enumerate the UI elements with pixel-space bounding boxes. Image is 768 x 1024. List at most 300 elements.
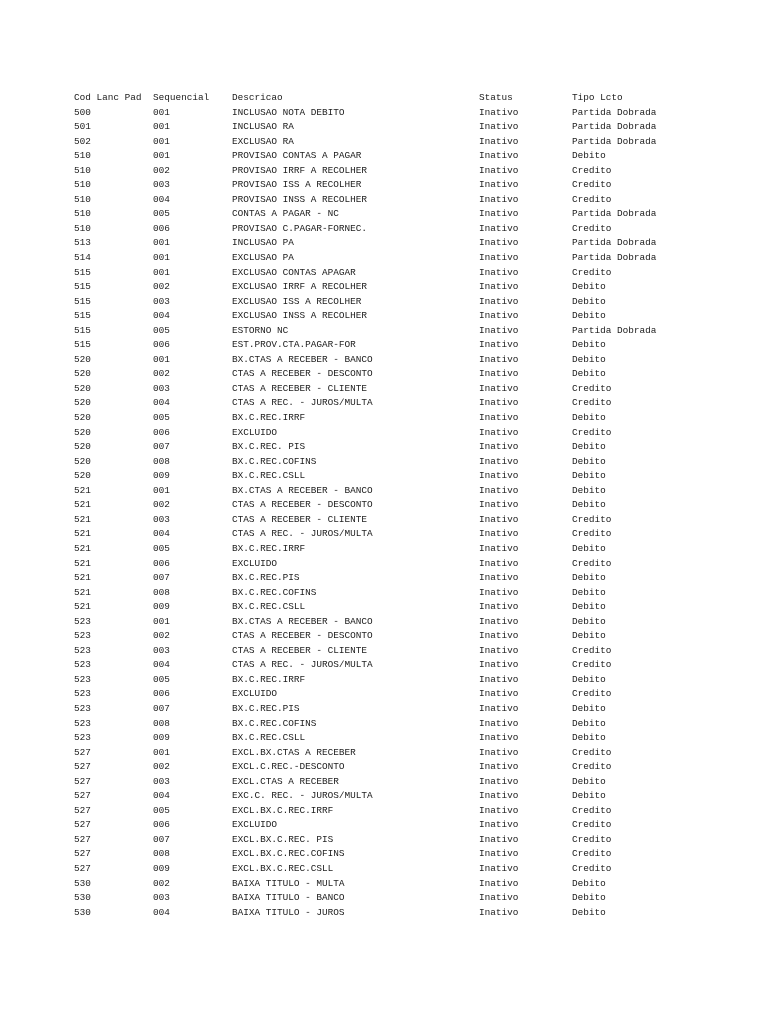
cell-tipo-lcto: Credito [572, 833, 612, 845]
cell-sequencial: 009 [153, 862, 170, 874]
table-row [74, 629, 754, 644]
cell-descricao: BX.C.REC. PIS [232, 441, 306, 453]
cell-cod-lanc-pad: 520 [74, 368, 91, 380]
cell-status: Inativo [479, 542, 519, 554]
table-row [74, 353, 754, 368]
cell-cod-lanc-pad: 521 [74, 572, 91, 584]
table-row [74, 251, 754, 266]
cell-cod-lanc-pad: 527 [74, 848, 91, 860]
table-row [74, 222, 754, 237]
cell-cod-lanc-pad: 514 [74, 252, 91, 264]
header-descricao: Descricao [232, 92, 283, 103]
cell-tipo-lcto: Debito [572, 499, 606, 511]
cell-descricao: CTAS A RECEBER - CLIENTE [232, 513, 368, 525]
table-row [74, 571, 754, 586]
table-row [74, 702, 754, 717]
cell-status: Inativo [479, 266, 519, 278]
cell-tipo-lcto: Debito [572, 484, 606, 496]
cell-tipo-lcto: Debito [572, 877, 606, 889]
cell-cod-lanc-pad: 523 [74, 630, 91, 642]
cell-tipo-lcto: Debito [572, 310, 606, 322]
cell-status: Inativo [479, 644, 519, 656]
cell-tipo-lcto: Credito [572, 862, 612, 874]
cell-status: Inativo [479, 761, 519, 773]
cell-cod-lanc-pad: 515 [74, 339, 91, 351]
table-row [74, 266, 754, 281]
table-row [74, 542, 754, 557]
cell-descricao: PROVISAO INSS A RECOLHER [232, 193, 368, 205]
cell-descricao: BX.C.REC.IRRF [232, 542, 306, 554]
cell-tipo-lcto: Debito [572, 702, 606, 714]
cell-descricao: BAIXA TITULO - JUROS [232, 906, 345, 918]
cell-descricao: BAIXA TITULO - MULTA [232, 877, 345, 889]
cell-descricao: BX.CTAS A RECEBER - BANCO [232, 353, 373, 365]
cell-descricao: EXCL.BX.C.REC.COFINS [232, 848, 345, 860]
cell-tipo-lcto: Debito [572, 339, 606, 351]
table-row [74, 149, 754, 164]
cell-cod-lanc-pad: 527 [74, 790, 91, 802]
cell-tipo-lcto: Debito [572, 295, 606, 307]
cell-status: Inativo [479, 586, 519, 598]
cell-tipo-lcto: Debito [572, 441, 606, 453]
cell-cod-lanc-pad: 523 [74, 688, 91, 700]
cell-status: Inativo [479, 324, 519, 336]
table-row [74, 586, 754, 601]
cell-status: Inativo [479, 673, 519, 685]
cell-sequencial: 001 [153, 252, 170, 264]
cell-descricao: BX.C.REC.CSLL [232, 732, 306, 744]
cell-status: Inativo [479, 892, 519, 904]
cell-sequencial: 002 [153, 877, 170, 889]
table-row [74, 615, 754, 630]
cell-cod-lanc-pad: 521 [74, 586, 91, 598]
cell-status: Inativo [479, 281, 519, 293]
cell-cod-lanc-pad: 500 [74, 106, 91, 118]
cell-cod-lanc-pad: 520 [74, 397, 91, 409]
cell-cod-lanc-pad: 521 [74, 601, 91, 613]
cell-status: Inativo [479, 222, 519, 234]
cell-tipo-lcto: Credito [572, 397, 612, 409]
table-row [74, 498, 754, 513]
cell-status: Inativo [479, 368, 519, 380]
cell-sequencial: 005 [153, 542, 170, 554]
table-row [74, 527, 754, 542]
cell-tipo-lcto: Debito [572, 790, 606, 802]
cell-descricao: EXCLUSAO IRRF A RECOLHER [232, 281, 368, 293]
cell-sequencial: 002 [153, 630, 170, 642]
cell-tipo-lcto: Credito [572, 804, 612, 816]
cell-tipo-lcto: Debito [572, 586, 606, 598]
cell-cod-lanc-pad: 515 [74, 310, 91, 322]
table-row [74, 877, 754, 892]
cell-status: Inativo [479, 339, 519, 351]
table-row [74, 396, 754, 411]
cell-descricao: CTAS A REC. - JUROS/MULTA [232, 659, 373, 671]
table-row [74, 760, 754, 775]
cell-tipo-lcto: Debito [572, 630, 606, 642]
cell-cod-lanc-pad: 513 [74, 237, 91, 249]
table-row [74, 658, 754, 673]
cell-tipo-lcto: Credito [572, 848, 612, 860]
cell-status: Inativo [479, 848, 519, 860]
cell-cod-lanc-pad: 510 [74, 208, 91, 220]
cell-status: Inativo [479, 455, 519, 467]
cell-sequencial: 003 [153, 513, 170, 525]
cell-sequencial: 009 [153, 601, 170, 613]
cell-descricao: BX.C.REC.PIS [232, 572, 300, 584]
cell-tipo-lcto: Credito [572, 222, 612, 234]
cell-tipo-lcto: Credito [572, 426, 612, 438]
cell-tipo-lcto: Debito [572, 732, 606, 744]
cell-cod-lanc-pad: 521 [74, 513, 91, 525]
table-row [74, 833, 754, 848]
cell-descricao: PROVISAO CONTAS A PAGAR [232, 150, 362, 162]
cell-cod-lanc-pad: 521 [74, 484, 91, 496]
report-listing [74, 91, 754, 920]
cell-cod-lanc-pad: 527 [74, 775, 91, 787]
cell-status: Inativo [479, 382, 519, 394]
table-row [74, 600, 754, 615]
cell-cod-lanc-pad: 515 [74, 266, 91, 278]
cell-descricao: EXCL.BX.CTAS A RECEBER [232, 746, 356, 758]
cell-status: Inativo [479, 819, 519, 831]
cell-cod-lanc-pad: 523 [74, 673, 91, 685]
cell-status: Inativo [479, 397, 519, 409]
cell-descricao: EXCL.BX.C.REC.CSLL [232, 862, 334, 874]
cell-descricao: PROVISAO IRRF A RECOLHER [232, 164, 368, 176]
table-row [74, 862, 754, 877]
cell-sequencial: 003 [153, 382, 170, 394]
table-row [74, 295, 754, 310]
cell-descricao: EXCLUIDO [232, 819, 278, 831]
cell-cod-lanc-pad: 520 [74, 470, 91, 482]
cell-cod-lanc-pad: 520 [74, 455, 91, 467]
cell-status: Inativo [479, 630, 519, 642]
cell-status: Inativo [479, 615, 519, 627]
cell-descricao: EXCLUSAO INSS A RECOLHER [232, 310, 368, 322]
cell-sequencial: 001 [153, 615, 170, 627]
cell-descricao: CTAS A RECEBER - CLIENTE [232, 644, 368, 656]
cell-tipo-lcto: Credito [572, 179, 612, 191]
cell-descricao: INCLUSAO PA [232, 237, 294, 249]
cell-status: Inativo [479, 746, 519, 758]
table-row [74, 731, 754, 746]
cell-tipo-lcto: Debito [572, 673, 606, 685]
cell-descricao: CTAS A REC. - JUROS/MULTA [232, 528, 373, 540]
table-body [74, 106, 754, 921]
cell-sequencial: 004 [153, 310, 170, 322]
cell-descricao: EXCLUSAO CONTAS APAGAR [232, 266, 356, 278]
cell-sequencial: 008 [153, 455, 170, 467]
cell-status: Inativo [479, 601, 519, 613]
cell-sequencial: 006 [153, 688, 170, 700]
cell-status: Inativo [479, 877, 519, 889]
table-row [74, 411, 754, 426]
cell-descricao: BX.C.REC.COFINS [232, 717, 317, 729]
cell-status: Inativo [479, 237, 519, 249]
cell-sequencial: 001 [153, 353, 170, 365]
cell-descricao: EXCLUSAO ISS A RECOLHER [232, 295, 362, 307]
cell-descricao: CTAS A RECEBER - DESCONTO [232, 499, 373, 511]
cell-tipo-lcto: Partida Dobrada [572, 237, 657, 249]
header-status: Status [479, 92, 513, 103]
cell-sequencial: 005 [153, 804, 170, 816]
cell-cod-lanc-pad: 520 [74, 426, 91, 438]
cell-status: Inativo [479, 513, 519, 525]
cell-sequencial: 006 [153, 426, 170, 438]
cell-status: Inativo [479, 121, 519, 133]
cell-tipo-lcto: Credito [572, 557, 612, 569]
cell-sequencial: 001 [153, 106, 170, 118]
table-row [74, 906, 754, 921]
table-row [74, 469, 754, 484]
table-row [74, 789, 754, 804]
cell-cod-lanc-pad: 521 [74, 542, 91, 554]
cell-status: Inativo [479, 572, 519, 584]
cell-status: Inativo [479, 484, 519, 496]
cell-descricao: BX.C.REC.IRRF [232, 412, 306, 424]
table-row [74, 164, 754, 179]
table-row [74, 891, 754, 906]
cell-status: Inativo [479, 702, 519, 714]
cell-cod-lanc-pad: 527 [74, 862, 91, 874]
cell-descricao: INCLUSAO RA [232, 121, 294, 133]
cell-status: Inativo [479, 164, 519, 176]
cell-sequencial: 007 [153, 572, 170, 584]
cell-descricao: EXCLUSAO PA [232, 252, 294, 264]
cell-cod-lanc-pad: 523 [74, 732, 91, 744]
cell-cod-lanc-pad: 527 [74, 804, 91, 816]
cell-descricao: CTAS A RECEBER - CLIENTE [232, 382, 368, 394]
table-row [74, 324, 754, 339]
cell-status: Inativo [479, 833, 519, 845]
table-row [74, 513, 754, 528]
cell-sequencial: 009 [153, 470, 170, 482]
header-cod-lanc-pad: Cod Lanc Pad [74, 92, 142, 103]
cell-tipo-lcto: Debito [572, 542, 606, 554]
cell-tipo-lcto: Debito [572, 572, 606, 584]
table-row [74, 338, 754, 353]
cell-cod-lanc-pad: 520 [74, 353, 91, 365]
cell-sequencial: 008 [153, 848, 170, 860]
cell-cod-lanc-pad: 501 [74, 121, 91, 133]
cell-tipo-lcto: Credito [572, 513, 612, 525]
cell-sequencial: 007 [153, 833, 170, 845]
cell-cod-lanc-pad: 510 [74, 150, 91, 162]
cell-descricao: PROVISAO ISS A RECOLHER [232, 179, 362, 191]
cell-descricao: EXCLUSAO RA [232, 135, 294, 147]
cell-cod-lanc-pad: 510 [74, 193, 91, 205]
table-row [74, 687, 754, 702]
cell-sequencial: 004 [153, 193, 170, 205]
cell-cod-lanc-pad: 527 [74, 761, 91, 773]
cell-cod-lanc-pad: 510 [74, 179, 91, 191]
cell-tipo-lcto: Credito [572, 819, 612, 831]
cell-sequencial: 003 [153, 644, 170, 656]
header-row [74, 91, 754, 106]
cell-sequencial: 005 [153, 208, 170, 220]
cell-descricao: BX.C.REC.PIS [232, 702, 300, 714]
cell-sequencial: 002 [153, 499, 170, 511]
table-row [74, 382, 754, 397]
table-row [74, 818, 754, 833]
table-row [74, 367, 754, 382]
table-row [74, 178, 754, 193]
cell-status: Inativo [479, 179, 519, 191]
cell-sequencial: 008 [153, 586, 170, 598]
cell-descricao: EXC.C. REC. - JUROS/MULTA [232, 790, 373, 802]
cell-cod-lanc-pad: 521 [74, 499, 91, 511]
cell-status: Inativo [479, 775, 519, 787]
table-row [74, 106, 754, 121]
cell-status: Inativo [479, 135, 519, 147]
cell-tipo-lcto: Partida Dobrada [572, 252, 657, 264]
cell-sequencial: 003 [153, 295, 170, 307]
cell-descricao: BX.C.REC.IRRF [232, 673, 306, 685]
cell-descricao: BAIXA TITULO - BANCO [232, 892, 345, 904]
cell-descricao: BX.CTAS A RECEBER - BANCO [232, 615, 373, 627]
table-row [74, 484, 754, 499]
cell-tipo-lcto: Credito [572, 659, 612, 671]
table-row [74, 207, 754, 222]
cell-descricao: EXCL.BX.C.REC. PIS [232, 833, 334, 845]
cell-sequencial: 005 [153, 324, 170, 336]
cell-status: Inativo [479, 252, 519, 264]
cell-tipo-lcto: Partida Dobrada [572, 121, 657, 133]
cell-status: Inativo [479, 499, 519, 511]
cell-sequencial: 001 [153, 121, 170, 133]
cell-cod-lanc-pad: 523 [74, 717, 91, 729]
cell-cod-lanc-pad: 515 [74, 281, 91, 293]
cell-tipo-lcto: Credito [572, 382, 612, 394]
cell-sequencial: 002 [153, 281, 170, 293]
cell-cod-lanc-pad: 520 [74, 441, 91, 453]
cell-sequencial: 005 [153, 673, 170, 685]
cell-tipo-lcto: Partida Dobrada [572, 324, 657, 336]
cell-status: Inativo [479, 688, 519, 700]
cell-cod-lanc-pad: 530 [74, 906, 91, 918]
cell-status: Inativo [479, 528, 519, 540]
cell-descricao: CTAS A REC. - JUROS/MULTA [232, 397, 373, 409]
cell-cod-lanc-pad: 523 [74, 615, 91, 627]
cell-status: Inativo [479, 150, 519, 162]
cell-sequencial: 001 [153, 237, 170, 249]
cell-sequencial: 006 [153, 222, 170, 234]
cell-status: Inativo [479, 441, 519, 453]
cell-tipo-lcto: Credito [572, 644, 612, 656]
header-tipo-lcto: Tipo Lcto [572, 92, 623, 103]
cell-status: Inativo [479, 295, 519, 307]
cell-descricao: EXCLUIDO [232, 426, 278, 438]
cell-sequencial: 007 [153, 441, 170, 453]
cell-cod-lanc-pad: 502 [74, 135, 91, 147]
cell-descricao: EST.PROV.CTA.PAGAR-FOR [232, 339, 356, 351]
cell-tipo-lcto: Debito [572, 892, 606, 904]
cell-descricao: EXCLUIDO [232, 557, 278, 569]
cell-tipo-lcto: Partida Dobrada [572, 208, 657, 220]
cell-tipo-lcto: Debito [572, 412, 606, 424]
cell-descricao: BX.CTAS A RECEBER - BANCO [232, 484, 373, 496]
cell-tipo-lcto: Partida Dobrada [572, 106, 657, 118]
table-row [74, 309, 754, 324]
cell-status: Inativo [479, 557, 519, 569]
cell-tipo-lcto: Debito [572, 601, 606, 613]
cell-tipo-lcto: Debito [572, 353, 606, 365]
table-row [74, 673, 754, 688]
cell-cod-lanc-pad: 523 [74, 644, 91, 656]
table-row [74, 455, 754, 470]
table-row [74, 746, 754, 761]
cell-sequencial: 004 [153, 659, 170, 671]
cell-status: Inativo [479, 208, 519, 220]
cell-cod-lanc-pad: 527 [74, 819, 91, 831]
cell-status: Inativo [479, 193, 519, 205]
cell-tipo-lcto: Debito [572, 717, 606, 729]
cell-tipo-lcto: Credito [572, 761, 612, 773]
cell-sequencial: 006 [153, 557, 170, 569]
cell-descricao: INCLUSAO NOTA DEBITO [232, 106, 345, 118]
cell-tipo-lcto: Debito [572, 368, 606, 380]
cell-descricao: BX.C.REC.COFINS [232, 455, 317, 467]
cell-status: Inativo [479, 106, 519, 118]
cell-tipo-lcto: Debito [572, 150, 606, 162]
cell-cod-lanc-pad: 521 [74, 528, 91, 540]
cell-descricao: BX.C.REC.CSLL [232, 470, 306, 482]
cell-sequencial: 001 [153, 746, 170, 758]
header-sequencial: Sequencial [153, 92, 210, 103]
cell-tipo-lcto: Debito [572, 775, 606, 787]
cell-status: Inativo [479, 659, 519, 671]
table-row [74, 280, 754, 295]
cell-status: Inativo [479, 862, 519, 874]
cell-status: Inativo [479, 470, 519, 482]
cell-sequencial: 002 [153, 761, 170, 773]
cell-sequencial: 004 [153, 790, 170, 802]
table-row [74, 426, 754, 441]
cell-descricao: EXCL.BX.C.REC.IRRF [232, 804, 334, 816]
cell-tipo-lcto: Debito [572, 470, 606, 482]
cell-cod-lanc-pad: 515 [74, 324, 91, 336]
cell-cod-lanc-pad: 530 [74, 877, 91, 889]
cell-tipo-lcto: Debito [572, 455, 606, 467]
cell-status: Inativo [479, 906, 519, 918]
cell-sequencial: 001 [153, 266, 170, 278]
cell-sequencial: 001 [153, 135, 170, 147]
cell-tipo-lcto: Debito [572, 906, 606, 918]
cell-sequencial: 006 [153, 819, 170, 831]
cell-tipo-lcto: Credito [572, 266, 612, 278]
cell-tipo-lcto: Credito [572, 688, 612, 700]
cell-cod-lanc-pad: 523 [74, 702, 91, 714]
cell-status: Inativo [479, 310, 519, 322]
cell-sequencial: 006 [153, 339, 170, 351]
cell-cod-lanc-pad: 520 [74, 412, 91, 424]
cell-sequencial: 003 [153, 892, 170, 904]
cell-status: Inativo [479, 790, 519, 802]
cell-cod-lanc-pad: 521 [74, 557, 91, 569]
cell-tipo-lcto: Credito [572, 528, 612, 540]
cell-status: Inativo [479, 412, 519, 424]
table-row [74, 847, 754, 862]
cell-sequencial: 001 [153, 150, 170, 162]
cell-descricao: EXCL.C.REC.-DESCONTO [232, 761, 345, 773]
cell-cod-lanc-pad: 523 [74, 659, 91, 671]
cell-cod-lanc-pad: 527 [74, 833, 91, 845]
table-row [74, 644, 754, 659]
cell-status: Inativo [479, 353, 519, 365]
cell-status: Inativo [479, 426, 519, 438]
cell-descricao: CTAS A RECEBER - DESCONTO [232, 630, 373, 642]
